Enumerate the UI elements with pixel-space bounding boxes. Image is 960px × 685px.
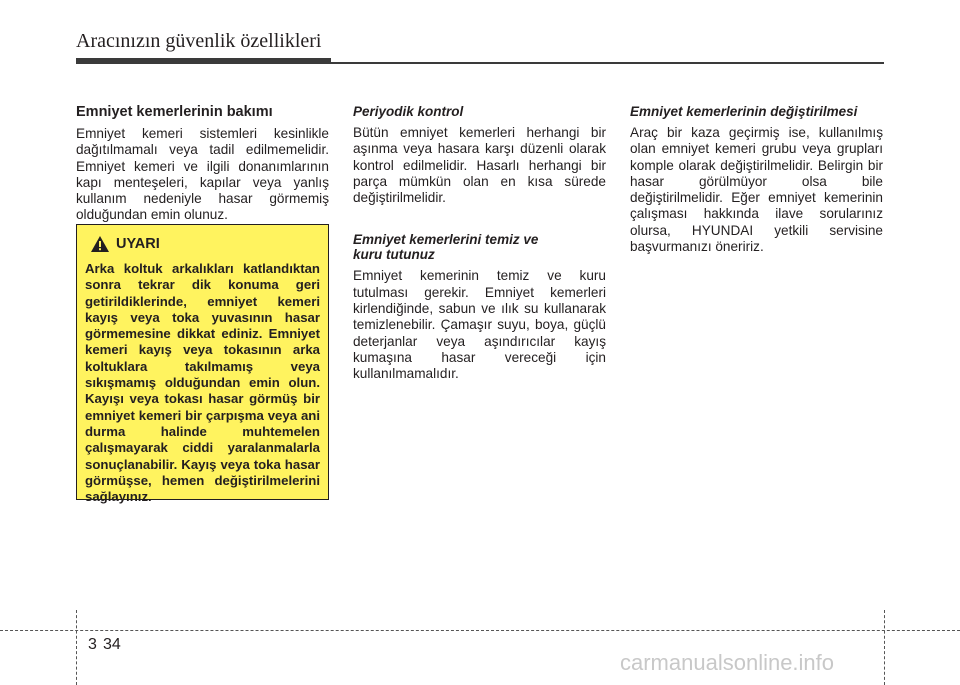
maintenance-paragraph: Emniyet kemeri sistemleri kesinlikle dağıtılmamalı veya tadil edilmemelidir. Emniyet kemeri ve ilgili donanımlarının kapı menteşeleri, kapılar veya yanlış kullanım nedeniyle hasar görmemiş olduğundan emin olunuz.	[76, 126, 329, 223]
footer-crop-mark-right	[884, 610, 885, 685]
subheading-replacement: Emniyet kemerlerinin değiştirilmesi	[630, 104, 858, 119]
column-middle	[353, 104, 606, 383]
subheading-keep-clean-line2: kuru tutunuz	[353, 247, 435, 263]
subheading-keep-clean-line1: Emniyet kemerlerini temiz ve	[353, 232, 539, 248]
header-rule-thick	[76, 58, 331, 64]
chapter-number: 3	[88, 636, 97, 653]
warning-triangle-icon	[90, 235, 110, 253]
footer-crop-mark-left	[76, 610, 77, 685]
page-header-title: Aracınızın güvenlik özellikleri	[76, 30, 322, 52]
subheading-periodic-check: Periyodik kontrol	[353, 104, 464, 119]
periodic-check-paragraph: Bütün emniyet kemerleri herhangi bir aşınma veya hasara karşı düzenli olarak kontrol edilmelidir. Hasarlı herhangi bir parça mümkün olan en kısa sürede değiştirilmelidir.	[353, 125, 606, 206]
replacement-paragraph: Araç bir kaza geçirmiş ise, kullanılmış olan emniyet kemeri grubu veya grupları komple olarak değiştirilmelidir. Belirgin bir hasar görülmüyor olsa bile değiştirilmelidir. Eğer emniyet kemerinin çalışması hakkında ilave sorularınız olursa, HYUNDAI yetkili servisine başvurmanızı öneririz.	[630, 125, 883, 255]
header-rule-thin	[331, 62, 884, 64]
footer-rule	[0, 630, 960, 631]
warning-header	[90, 235, 320, 253]
subheading-keep-clean	[353, 232, 606, 262]
warning-text: Arka koltuk arkalıkları katlandıktan sonra tekrar dik konuma geri getirildiklerinde, emniyet kemeri kayış veya toka yuvasının hasar görmemesine dikkat ediniz. Emniyet kemeri kayış veya tokasının arka koltuklara takılmamış veya sıkışmamış olduğundan emin olun. Kayışı veya tokası hasar görmüş bir emniyet kemeri bir çarpışma veya ani durma halinde muhtemelen çalışmayarak ciddi yaralanmalarla sonuçlanabilir. Kayış veya toka hasar görmüşse, hemen değiştirilmelerini sağlayınız.	[85, 261, 320, 505]
keep-clean-paragraph: Emniyet kemerinin temiz ve kuru tutulması gerekir. Emniyet kemerleri kirlendiğinde, sabun ve ılık su kullanarak temizlenebilir. Çamaşır suyu, boya, güçlü deterjanlar veya aşındırıcılar kayış kumaşına hasar vereceği için kullanılmamalıdır.	[353, 268, 606, 382]
column-right	[630, 104, 883, 255]
section-heading-maintenance: Emniyet kemerlerinin bakımı	[76, 104, 273, 120]
warning-title: UYARI	[116, 236, 160, 252]
warning-box	[76, 224, 329, 505]
watermark: carmanualsonline.info	[620, 650, 835, 675]
page-number: 34	[103, 636, 121, 653]
column-left	[76, 104, 329, 224]
